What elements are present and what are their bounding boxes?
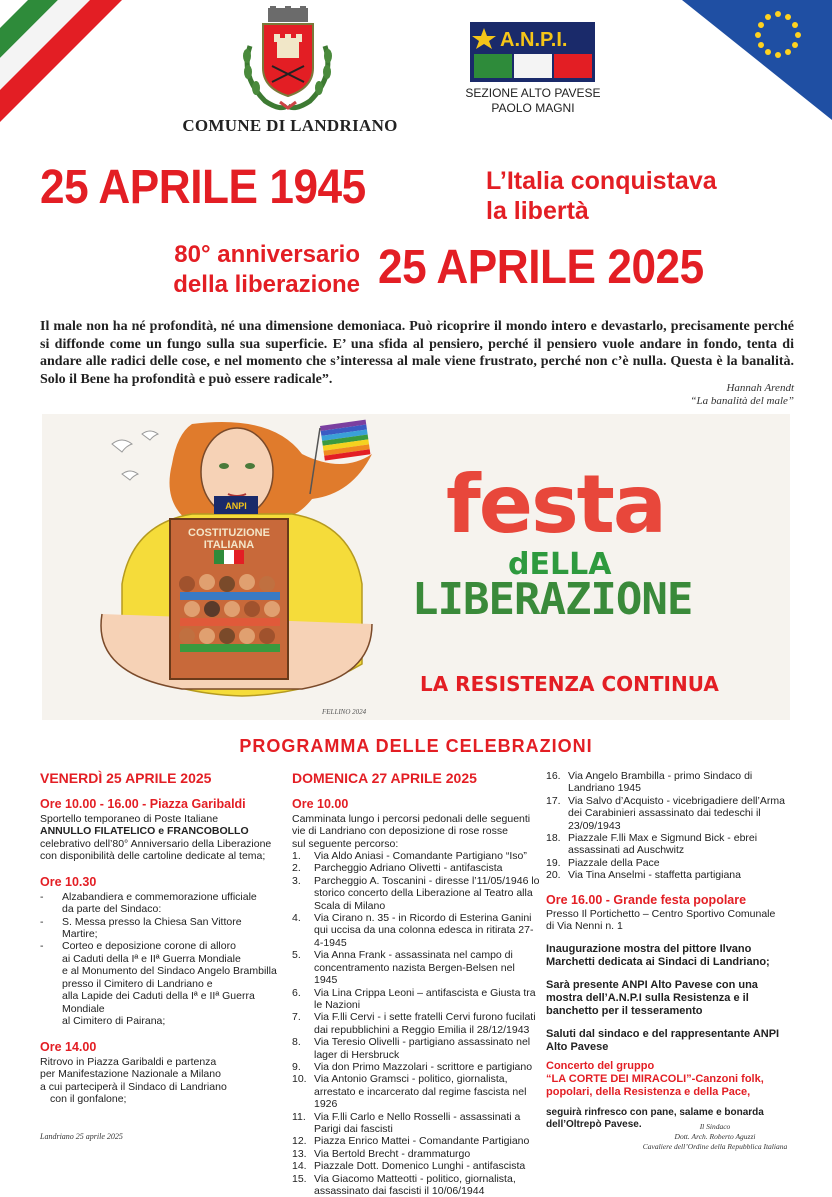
route-stop (292, 1148, 540, 1160)
route-stop (546, 770, 796, 795)
domenica-intro-2: vie di Landriano con deposizione di rose rosse (292, 825, 508, 838)
venerdi-t2-d2: S. Messa presso la Chiesa San Vittore Martire; (62, 915, 242, 941)
route-stop (292, 862, 540, 874)
saluti-paragraph: Saluti dal sindaco e del rappresentante ANPI Alto Pavese (546, 1027, 780, 1053)
route-stop (292, 1135, 540, 1147)
domenica-intro-1: Camminata lungo i percorsi pedonali delle seguenti (292, 812, 531, 825)
route-stop-text: Via Anna Frank - assassinata nel campo di concentramento nazista Bergen-Belsen nel 1945 (314, 949, 515, 987)
venerdi-t3-line2: per Manifestazione Nazionale a Milano (40, 1068, 221, 1081)
comune-name: COMUNE DI LANDRIANO (182, 116, 398, 135)
anpi-badge-text: ANPI (225, 501, 247, 511)
festa-popolare-line1: Presso Il Portichetto – Centro Sportivo Comunale (546, 908, 776, 921)
route-stop (292, 850, 540, 862)
quote-source: “La banalità del male” (690, 395, 794, 407)
headline-2025: 25 APRILE 2025 (378, 241, 704, 294)
rinfresco-paragraph: seguirà rinfresco con pane, salame e bonarda dell’Oltrepò Pavese. (546, 1106, 764, 1130)
route-stop-text: Parcheggio Adriano Olivetti - antifascista (314, 862, 503, 875)
venerdi-time-1: Ore 10.00 - 16.00 - Piazza Garibaldi (40, 797, 246, 812)
domenica-date: DOMENICA 27 APRILE 2025 (292, 770, 477, 786)
route-stop (292, 1160, 540, 1172)
route-stop-number: 16. (546, 770, 561, 782)
route-stop-number: 12. (292, 1135, 307, 1148)
venerdi-t2-d3f: al Cimitero di Pairana; (62, 1014, 166, 1027)
route-stop-text: Via F.lli Cervi - i sette fratelli Cervi furono fucilati dai repubblichini a Reggio Emilia il 28/12/1943 (314, 1011, 536, 1036)
route-stop-number: 19. (546, 856, 561, 869)
list-item: - S. Messa presso la Chiesa San Vittore Martire; (40, 916, 280, 941)
route-stop-number: 18. (546, 832, 561, 845)
route-stop-number: 15. (292, 1172, 307, 1185)
programma-venerdi (40, 772, 280, 1105)
headline-anniv-line1: 80° anniversario (174, 241, 360, 268)
venerdi-time-2: Ore 10.30 (40, 875, 97, 890)
concerto-band: “LA CORTE DEI MIRACOLI” (546, 1072, 692, 1085)
route-stop-text: Parcheggio A. Toscanini - diresse l’11/05/1946 lo storico concerto della Liberazione al Teatro alla Scala di Milano (314, 874, 540, 912)
route-stop-text: Via Angelo Brambilla - primo Sindaco di Landriano 1945 (568, 770, 753, 795)
route-stop (292, 949, 540, 986)
headline-italia-line2: la libertà (486, 197, 589, 225)
anpi-logo-icon (470, 22, 595, 82)
route-stop-text: Via Aldo Aniasi - Comandante Partigiano “Iso” (314, 850, 527, 863)
route-stop (546, 832, 796, 857)
route-stop-text: Via Giacomo Matteotti - politico, giornalista, assassinato dai fascisti il 10/06/1944 (314, 1172, 516, 1197)
list-item: - Corteo e deposizione corone di alloro ai Caduti della Iª e IIª Guerra Mondiale e al Monumento del Sindaco Angelo Brambilla presso il Cimitero di Landriano e alla Lapide dei Caduti della Iª e IIª Guerra Mondiale al Cimitero di Pairana; (40, 940, 277, 1027)
route-stop (292, 1073, 540, 1110)
arendt-quote: Il male non ha né profondità, né una dimensione demoniaca. Può ricoprire il mondo intero e devastarlo, precisamente perché si diffonde come un fungo sulla sua superficie. E’ una sfida al pensiero, perché il pensiero vuole andare in fondo, tenta di andare alle radici delle cose, e nel momento che s’interessa al male viene frustrato, perché non c’è nulla. Questa è la banalità. Solo il Bene ha profondità e può essere radicale”. (40, 319, 794, 387)
venerdi-t2-d1: Alzabandiera e commemorazione ufficiale (62, 890, 257, 903)
domenica-intro-3: sul seguente percorso: (292, 837, 399, 850)
route-stop-text: Via Teresio Olivelli - partigiano assassinato nel lager di Hersbruck (314, 1036, 531, 1061)
route-stop (292, 1111, 540, 1136)
route-stop (546, 795, 796, 832)
list-item: - Alzabandiera e commemorazione ufficiale da parte del Sindaco: (40, 890, 257, 916)
sindaco-label: Il Sindaco (699, 1122, 731, 1131)
route-stop-number: 14. (292, 1160, 307, 1173)
route-stop-number: 1. (292, 850, 301, 863)
route-stop-text: Via Antonio Gramsci - politico, giornalista, arrestato e incarcerato dal regime fascista nel 1926 (314, 1073, 527, 1111)
sindaco-name: Dott. Arch. Roberto Aguzzi (674, 1132, 756, 1141)
venerdi-time-3: Ore 14.00 (40, 1040, 97, 1055)
route-stop-text: Via Lina Crippa Leoni – antifascista e Giusta tra le Nazioni (314, 986, 536, 1011)
italian-flag-ribbon-icon (0, 0, 150, 120)
route-stop-number: 8. (292, 1036, 301, 1049)
venerdi-t2-d3d: presso il Cimitero di Landriano e (62, 977, 213, 990)
route-stop (292, 1036, 540, 1061)
venerdi-t2-d3b: ai Caduti della Iª e IIª Guerra Mondiale (62, 952, 241, 965)
route-stop-text: Piazzale Dott. Domenico Lunghi - antifascista (314, 1160, 526, 1173)
concerto-line1: Concerto del gruppo (546, 1059, 655, 1072)
route-stops (292, 850, 540, 1197)
venerdi-t2-d3c: e al Monumento del Sindaco Angelo Brambilla (62, 965, 277, 978)
festa-popolare-time: Ore 16.00 - Grande festa popolare (546, 892, 747, 907)
poster-della: dELLA (508, 547, 612, 582)
route-stop (546, 869, 796, 881)
anpi-logo-text: A.N.P.I. (500, 29, 568, 51)
festa-popolare-line2: di Via Nenni n. 1 (546, 920, 623, 933)
route-stop (292, 875, 540, 912)
concerto-genre: -Canzoni folk, popolari, della Resistenza e della Pace, (546, 1072, 764, 1098)
venerdi-date: VENERDÌ 25 APRILE 2025 (40, 770, 212, 786)
route-stop-number: 17. (546, 794, 561, 807)
book-title-line2: ITALIANA (203, 539, 255, 551)
domenica-time-1: Ore 10.00 (292, 797, 349, 812)
venerdi-t1-line4: con disponibilità delle cartoline dedicate al tema; (40, 850, 266, 863)
programma-col3 (546, 770, 796, 1131)
route-stop-number: 5. (292, 949, 301, 962)
anpi-section-name: SEZIONE ALTO PAVESE (465, 86, 601, 100)
venerdi-t3-line4: con il gonfalone; (50, 1092, 127, 1105)
route-stop-text: Via Cirano n. 35 - in Ricordo di Esterina Ganini qui uccisa da una colonna edesca in ritirata 27-4-1945 (314, 912, 534, 949)
sindaco-title: Cavaliere dell’Ordine della Repubblica Italiana (642, 1142, 788, 1151)
anpi-section-person: PAOLO MAGNI (491, 101, 575, 115)
route-stop-number: 10. (292, 1073, 307, 1086)
headline-anniversario (90, 240, 360, 300)
festa-illustration (42, 414, 790, 720)
anpi-paragraph: Sarà presente ANPI Alto Pavese con una mostra dell’A.N.P.I sulla Resistenza e il banchetto per il tesseramento (546, 978, 758, 1017)
footer-signature (640, 1122, 790, 1152)
route-stop-text: Via F.lli Carlo e Nello Rosselli - assassinati a Parigi dai fascisti (314, 1110, 521, 1135)
venerdi-t3-line3: a cui parteciperà il Sindaco di Landriano (40, 1080, 227, 1093)
quote-author: Hannah Arendt (726, 382, 794, 394)
festa-poster (42, 414, 790, 720)
venerdi-t1-line3: celebrativo dell’80° Anniversario della Liberazione (40, 837, 272, 850)
route-stop-text: Piazzale F.lli Max e Sigmund Bick - ebrei assassinati ad Auschwitz (568, 832, 758, 857)
venerdi-t1-line1: Sportello temporaneo di Poste Italiane (40, 812, 219, 825)
route-stop-text: Piazzale della Pace (568, 856, 660, 869)
route-stop-text: Via Salvo d’Acquisto - vicebrigadiere dell’Arma dei Carabinieri assassinato dai tedeschi il 23/09/1943 (568, 794, 785, 832)
venerdi-t2-d1b: da parte del Sindaco: (62, 903, 162, 916)
programma-domenica (292, 772, 540, 1197)
poster-liberazione: LIBERAZIONE (412, 574, 693, 625)
poster-festa: festa (446, 458, 665, 551)
route-stop-text: Piazza Enrico Mattei - Comandante Partigiano (314, 1135, 530, 1148)
artist-signature: FELLINO 2024 (322, 708, 367, 716)
route-stop-text: Via Tina Anselmi - staffetta partigiana (568, 869, 741, 882)
programma-title: PROGRAMMA DELLE CELEBRAZIONI (239, 736, 593, 756)
headline-italia (486, 166, 717, 226)
route-stop (292, 1061, 540, 1073)
venerdi-t2-d3e: alla Lapide dei Caduti della Iª e IIª Guerra Mondiale (62, 990, 255, 1015)
route-stop (292, 912, 540, 949)
route-stop-text: Via don Primo Mazzolari - scrittore e partigiano (314, 1060, 533, 1073)
route-stop-number: 11. (292, 1110, 306, 1123)
book-title-line1: COSTITUZIONE (188, 527, 270, 539)
footer-date: Landriano 25 aprile 2025 (40, 1132, 123, 1141)
route-stop-number: 20. (546, 869, 561, 882)
anpi-section (458, 86, 608, 116)
route-stop-text: Via Bertold Brecht - drammaturgo (314, 1147, 471, 1160)
comune-crest-icon (230, 6, 345, 118)
venerdi-t2-d3: Corteo e deposizione corone di alloro (62, 940, 236, 953)
mostra-paragraph: Inaugurazione mostra del pittore Ilvano Marchetti dedicata ai Sindaci di Landriano; (546, 942, 770, 968)
headline-anniv-line2: della liberazione (173, 271, 360, 298)
venerdi-t1-line2: ANNULLO FILATELICO e FRANCOBOLLO (40, 825, 249, 838)
route-stop (292, 1173, 540, 1197)
route-stop (546, 857, 796, 869)
route-stop (292, 987, 540, 1012)
route-stop (292, 1011, 540, 1036)
poster-tagline: LA RESISTENZA CONTINUA (420, 672, 719, 696)
route-stop-number: 9. (292, 1060, 301, 1073)
route-stop-number: 3. (292, 874, 301, 887)
eu-flag-icon (682, 0, 832, 120)
concerto-block (546, 1060, 796, 1099)
route-stop-number: 7. (292, 1011, 301, 1024)
headline-italia-line1: L’Italia conquistava (486, 167, 717, 195)
venerdi-t3-line1: Ritrovo in Piazza Garibaldi e partenza (40, 1055, 217, 1068)
route-stop-number: 13. (292, 1147, 307, 1160)
headline-1945: 25 APRILE 1945 (40, 161, 366, 214)
route-stops-continued (546, 770, 796, 882)
route-stop-number: 2. (292, 862, 301, 875)
route-stop-number: 6. (292, 986, 301, 999)
route-stop-number: 4. (292, 912, 301, 925)
quote-attribution (690, 382, 794, 408)
